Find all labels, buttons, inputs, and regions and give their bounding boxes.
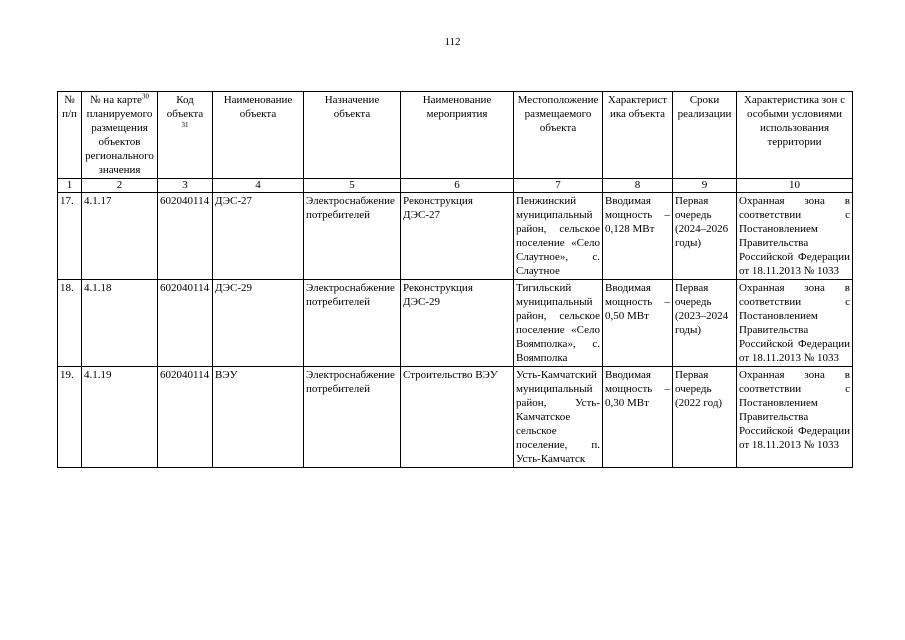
column-number: 3	[158, 179, 213, 193]
column-number: 7	[514, 179, 603, 193]
column-number: 4	[213, 179, 304, 193]
row-map-number: 4.1.17	[82, 193, 158, 280]
row-object-name: ДЭС-27	[213, 193, 304, 280]
row-term: Первая очередь (2023–2024 годы)	[673, 280, 737, 367]
row-location: Усть-Камчатский муниципальный район, Усть-Камчатское сельское поселение, п. Усть-Камчатск	[514, 367, 603, 468]
objects-table	[57, 91, 853, 468]
row-zones: Охранная зона в соответствии с Постановлением Правительства Российской Федерации от 18.11.2013 № 1033	[737, 367, 853, 468]
row-object-code: 602040114	[158, 193, 213, 280]
row-location: Пенжинский муниципальный район, сельское поселение «Село Слаутное», с. Слаутное	[514, 193, 603, 280]
column-numbers-row	[58, 179, 853, 193]
row-term: Первая очередь (2022 год)	[673, 367, 737, 468]
column-number: 5	[304, 179, 401, 193]
row-characteristic: Вводимая мощность – 0,30 МВт	[603, 367, 673, 468]
header-zones: Характеристика зон с особыми условиями использования территории	[737, 92, 853, 179]
page-number: 112	[444, 36, 461, 48]
row-location: Тигильский муниципальный район, сельское поселение «Село Воямполка», с. Воямполка	[514, 280, 603, 367]
row-object-purpose: Электроснабжение потребителей	[304, 280, 401, 367]
row-object-purpose: Электроснабжение потребителей	[304, 367, 401, 468]
header-object-name: Наименование объекта	[213, 92, 304, 179]
row-object-code: 602040114	[158, 367, 213, 468]
row-zones: Охранная зона в соответствии с Постановлением Правительства Российской Федерации от 18.11.2013 № 1033	[737, 193, 853, 280]
column-number: 9	[673, 179, 737, 193]
header-term: Сроки реализации	[673, 92, 737, 179]
header-map-number	[82, 92, 158, 179]
header-row	[58, 92, 853, 179]
row-number: 17.	[58, 193, 82, 280]
column-number: 2	[82, 179, 158, 193]
row-number: 19.	[58, 367, 82, 468]
row-object-name: ВЭУ	[213, 367, 304, 468]
header-location: Местоположение размещаемого объекта	[514, 92, 603, 179]
header-number: № п/п	[58, 92, 82, 179]
row-object-purpose: Электроснабжение потребителей	[304, 193, 401, 280]
row-measure: Реконструкция ДЭС-29	[401, 280, 514, 367]
row-object-code: 602040114	[158, 280, 213, 367]
header-object-purpose: Назначение объекта	[304, 92, 401, 179]
row-measure: Реконструкция ДЭС-27	[401, 193, 514, 280]
header-map-number-rest: планируемого размещения объектов регионального значения	[85, 108, 154, 176]
row-object-name: ДЭС-29	[213, 280, 304, 367]
row-characteristic: Вводимая мощность – 0,128 МВт	[603, 193, 673, 280]
table-row	[58, 367, 853, 468]
row-term: Первая очередь (2024–2026 годы)	[673, 193, 737, 280]
header-map-number-label: № на карте	[90, 94, 142, 106]
header-characteristic: Характеристика объекта	[603, 92, 673, 179]
row-map-number: 4.1.19	[82, 367, 158, 468]
header-object-code	[158, 92, 213, 179]
row-map-number: 4.1.18	[82, 280, 158, 367]
row-characteristic: Вводимая мощность – 0,50 МВт	[603, 280, 673, 367]
row-zones: Охранная зона в соответствии с Постановлением Правительства Российской Федерации от 18.11.2013 № 1033	[737, 280, 853, 367]
column-number: 10	[737, 179, 853, 193]
row-number: 18.	[58, 280, 82, 367]
table-row	[58, 280, 853, 367]
footnote-31: 31	[181, 121, 189, 129]
row-measure: Строительство ВЭУ	[401, 367, 514, 468]
header-measure-name: Наименование мероприятия	[401, 92, 514, 179]
column-number: 6	[401, 179, 514, 193]
column-number: 1	[58, 179, 82, 193]
column-number: 8	[603, 179, 673, 193]
header-object-code-label: Код объекта	[166, 94, 204, 120]
table-row	[58, 193, 853, 280]
footnote-30: 30	[141, 92, 149, 101]
